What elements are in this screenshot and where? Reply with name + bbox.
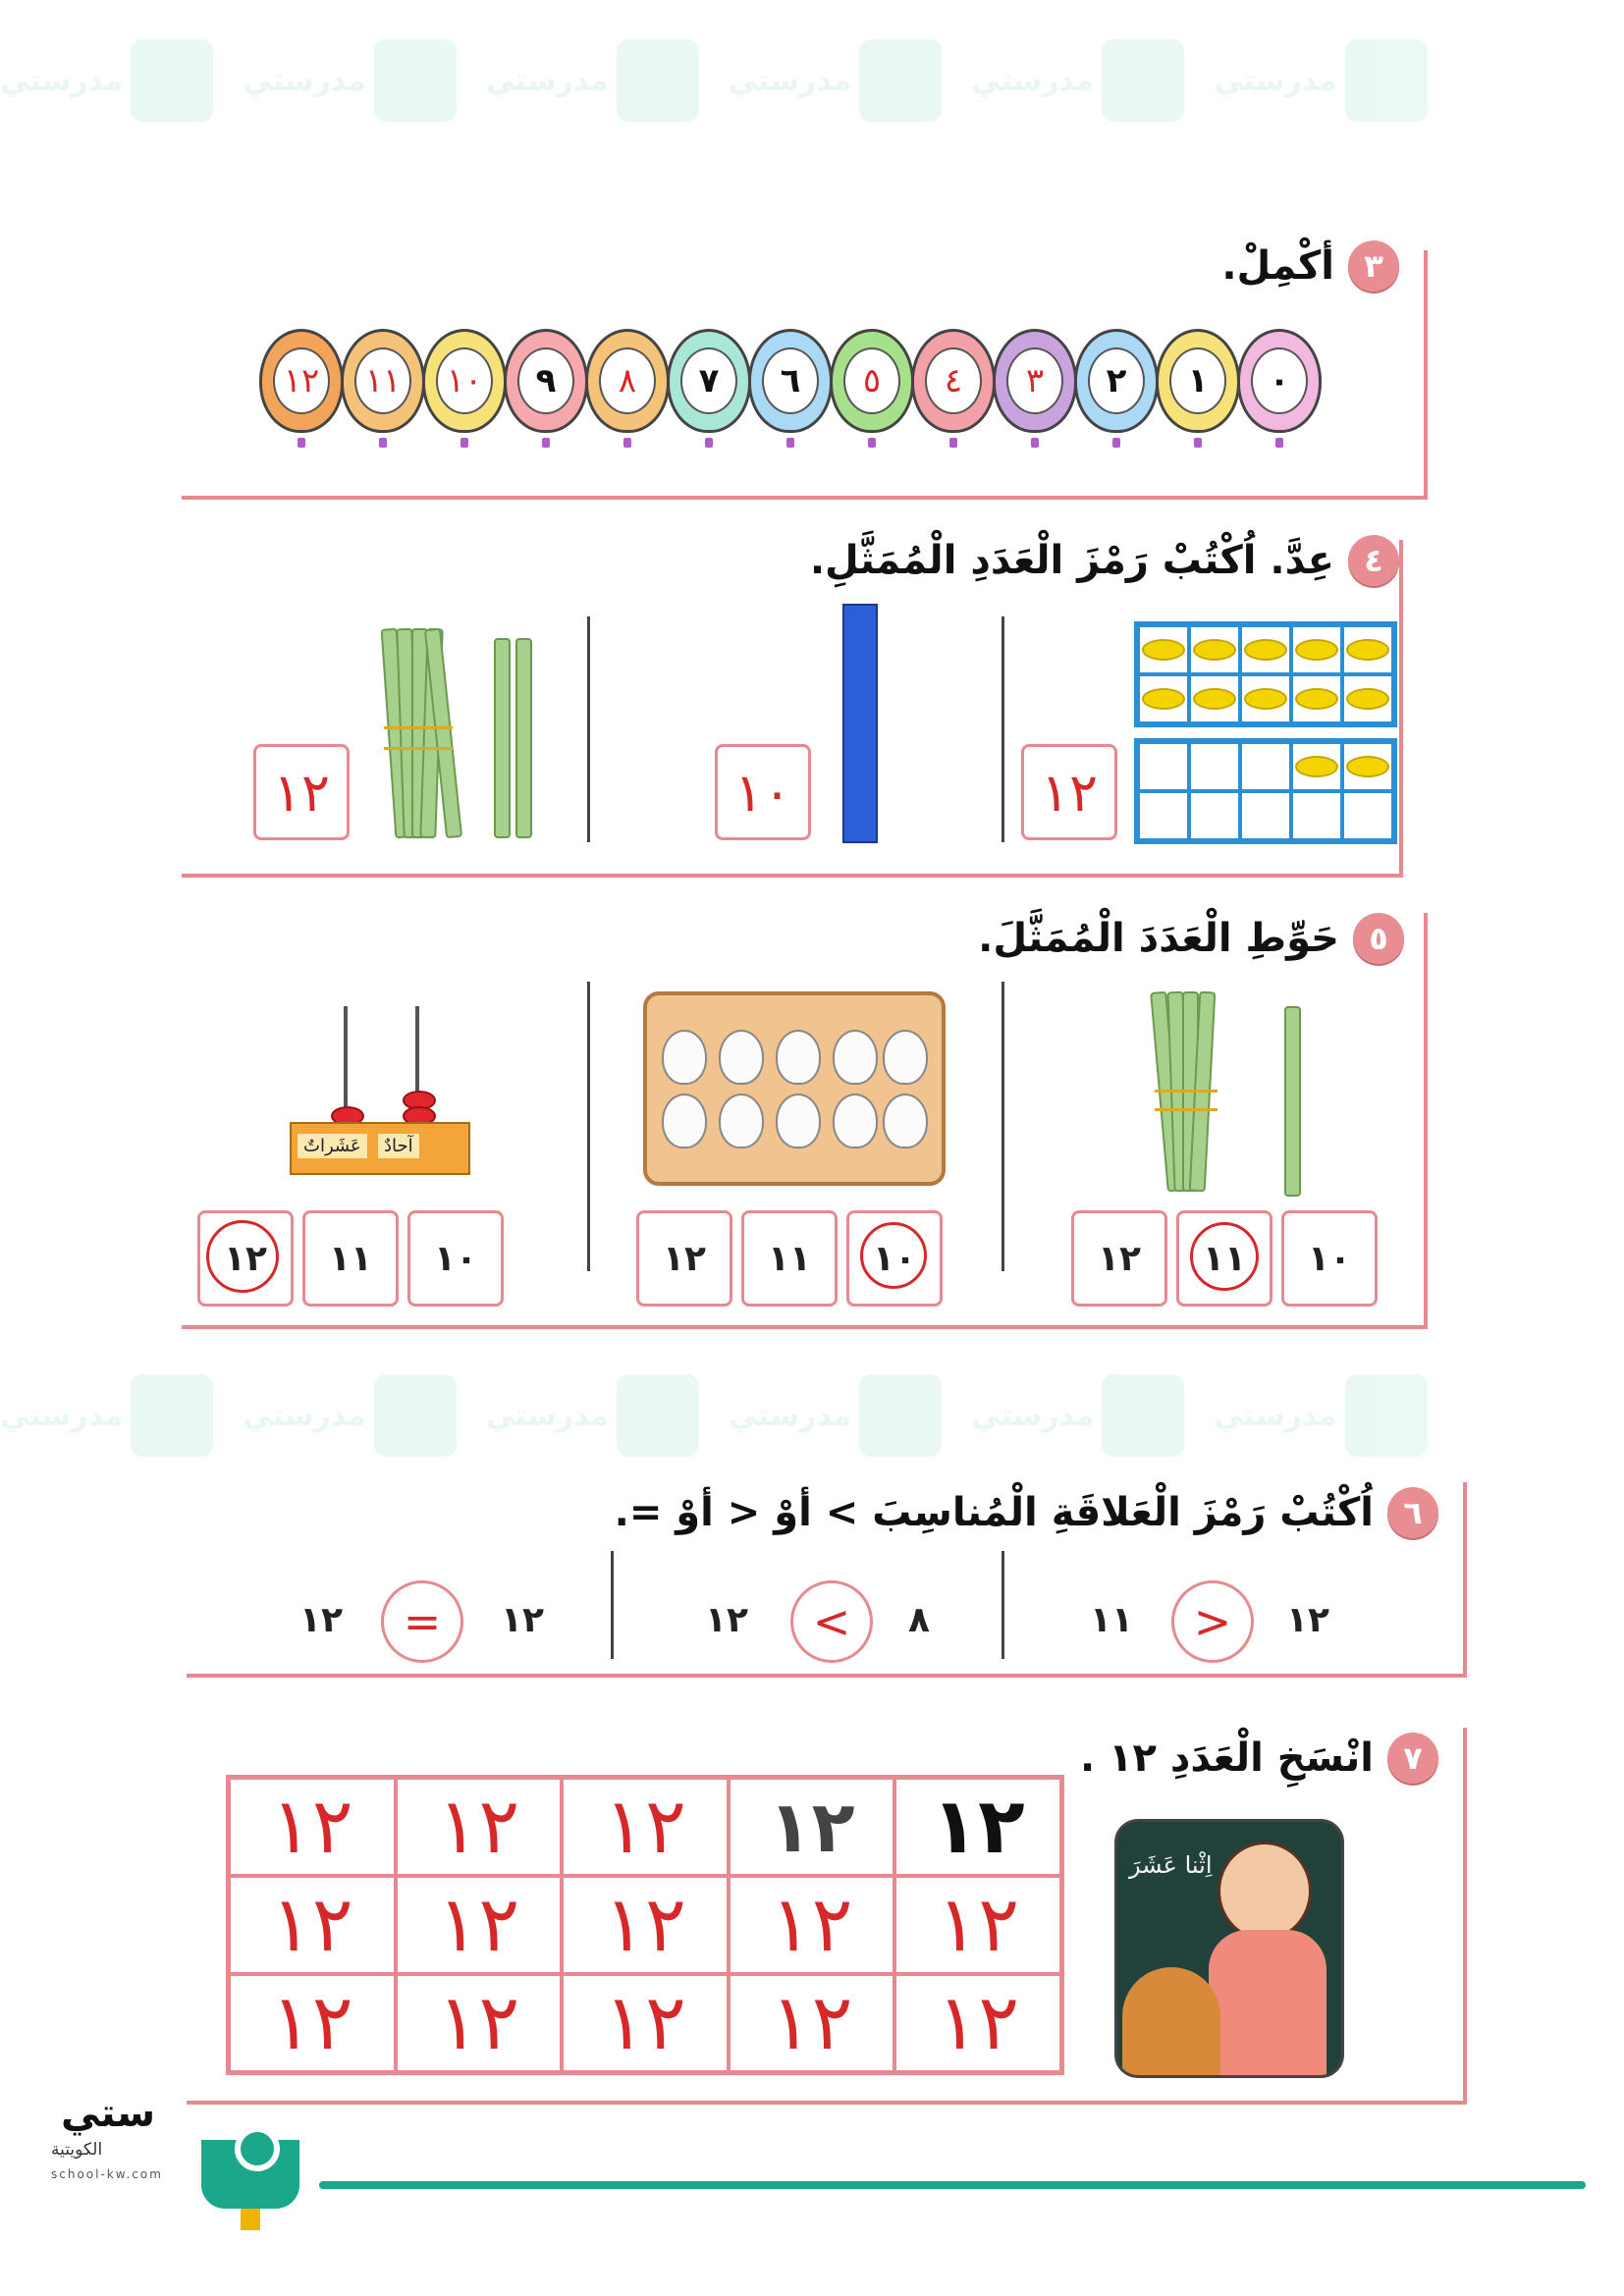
abacus-ones-label: آحادٌ	[378, 1134, 419, 1158]
compare-symbol-circle[interactable]: =	[381, 1580, 463, 1663]
copy-cell[interactable]: ١٢	[229, 1876, 396, 1974]
balloon	[422, 329, 507, 433]
copy-cell[interactable]: ١٢	[894, 1876, 1061, 1974]
copy-number-grid	[226, 1775, 1064, 2075]
answer-box-cubes[interactable]: ١٠	[715, 744, 811, 840]
compare-right: ١٢	[299, 1600, 343, 1640]
balloon-number: ٥	[843, 347, 900, 414]
balloon[interactable]	[504, 329, 588, 433]
watermark-row	[0, 1374, 1624, 1457]
watermark-tile: مدرستي	[0, 39, 213, 122]
copy-cell[interactable]: ١٢	[562, 1876, 729, 1974]
compare-left: ٨	[908, 1600, 930, 1640]
option-box[interactable]: ١١	[1176, 1210, 1272, 1307]
balloon-knot	[542, 438, 550, 448]
q3-header	[1221, 240, 1399, 292]
balloon	[1156, 329, 1240, 433]
q6-header	[615, 1487, 1438, 1538]
balloon-knot	[379, 438, 387, 448]
balloon-knot	[1112, 438, 1120, 448]
q7-instruction: انْسَخِ الْعَدَدِ ١٢ .	[1079, 1735, 1374, 1781]
q5-section	[182, 913, 1404, 972]
footer-logo	[51, 2091, 208, 2199]
copy-cell[interactable]: ١٢	[562, 1974, 729, 2072]
option-box[interactable]: ١١	[302, 1210, 399, 1307]
copy-cell[interactable]: ١٢	[894, 1974, 1061, 2072]
watermark-tile: مدرستي	[486, 39, 699, 122]
footer-rule	[319, 2181, 1586, 2189]
q6-instruction: اُكْتُبْ رَمْزَ الْعَلاقَةِ الْمُناسِبَ > أوْ < أوْ =.	[614, 1490, 1374, 1535]
balloon-number: ٨	[599, 347, 656, 414]
brand-name: ستي	[61, 2091, 156, 2136]
question-number-badge: ٦	[1387, 1487, 1438, 1538]
option-box[interactable]: ١٢	[636, 1210, 732, 1307]
balloon[interactable]	[1237, 329, 1322, 433]
watermark-tile: مدرستي	[486, 1374, 699, 1457]
question-number-badge: ٣	[1348, 240, 1399, 292]
q4-header	[810, 535, 1399, 586]
balloon-number: ٢	[1088, 347, 1145, 414]
balloon-number: ٤	[925, 347, 982, 414]
compare-left: ١٢	[1286, 1600, 1329, 1640]
balloon-knot	[868, 438, 876, 448]
q6-section	[187, 1487, 1438, 1546]
copy-cell[interactable]: ١٢	[396, 1974, 563, 2072]
girl-body	[1209, 1930, 1326, 2077]
balloon-knot	[1031, 438, 1039, 448]
answer-box-sticks[interactable]: ١٢	[253, 744, 350, 840]
balloon-number: ١	[1169, 347, 1226, 414]
balloon-knot	[949, 438, 957, 448]
teacher-chalkboard-picture	[1114, 1819, 1344, 2078]
question-number-badge: ٥	[1353, 913, 1404, 964]
balloon-number: ٣	[1006, 347, 1063, 414]
balloon-knot	[705, 438, 713, 448]
balloon-number: ١١	[354, 347, 411, 414]
question-number-badge: ٤	[1348, 535, 1399, 586]
option-box[interactable]: ١١	[741, 1210, 838, 1307]
egg-carton	[643, 991, 946, 1186]
linking-cubes-ten	[842, 604, 878, 843]
divider	[1001, 1551, 1004, 1659]
copy-cell[interactable]: ١٢	[729, 1974, 895, 2072]
abacus-tens-label: عَشَراتٌ	[298, 1134, 367, 1158]
balloon[interactable]	[1074, 329, 1159, 433]
compare-right: ١٢	[705, 1600, 748, 1640]
balloon-knot	[1275, 438, 1283, 448]
copy-cell[interactable]: ١٢	[396, 1876, 563, 1974]
option-box[interactable]: ١٢	[1071, 1210, 1167, 1307]
balloon-knot	[623, 438, 631, 448]
copy-cell[interactable]: ١٢	[562, 1778, 729, 1876]
watermark-tile: مدرستي	[1214, 39, 1427, 122]
balloon-knot	[1194, 438, 1202, 448]
balloon-number: ١٠	[436, 347, 493, 414]
watermark-tile: مدرستي	[0, 1374, 213, 1457]
q5-header	[978, 913, 1404, 964]
copy-cell[interactable]: ١٢	[229, 1974, 396, 2072]
compare-left: ١٢	[501, 1600, 544, 1640]
option-box[interactable]: ١٠	[407, 1210, 504, 1307]
logo-badge-icon	[201, 2140, 299, 2209]
watermark-tile: مدرستي	[1214, 1374, 1427, 1457]
balloon	[993, 329, 1077, 433]
balloon-knot	[298, 438, 305, 448]
q4-instruction: عِدَّ. اُكْتُبْ رَمْزَ الْعَدَدِ الْمُمَثَّلِ.	[809, 538, 1334, 583]
copy-cell[interactable]: ١٢	[396, 1778, 563, 1876]
balloon	[585, 329, 670, 433]
question-number-badge: ٧	[1387, 1733, 1438, 1784]
watermark-tile: مدرستي	[243, 39, 456, 122]
copy-cell[interactable]: ١٢	[729, 1876, 895, 1974]
balloon-number: ٦	[762, 347, 819, 414]
balloon	[830, 329, 914, 433]
divider	[1001, 982, 1004, 1271]
balloon[interactable]	[667, 329, 751, 433]
bundle-of-ten-sticks	[378, 628, 535, 844]
balloon-number: ١٢	[273, 347, 330, 414]
watermark-tile: مدرستي	[729, 1374, 942, 1457]
balloon-number: ٩	[517, 347, 574, 414]
dotted-trace-cell: ١٢	[729, 1778, 895, 1876]
watermark-tile: مدرستي	[243, 1374, 456, 1457]
balloon-knot	[460, 438, 468, 448]
divider	[1001, 616, 1004, 842]
bundle-and-one-stick	[1149, 991, 1306, 1198]
watermark-tile: مدرستي	[971, 39, 1184, 122]
ten-frame-partial	[1134, 738, 1397, 844]
balloon	[259, 329, 344, 433]
compare-right: ١١	[1090, 1600, 1133, 1640]
answer-circle	[1190, 1222, 1259, 1291]
chalkboard-text: اِثْنا عَشَرَ	[1129, 1851, 1213, 1879]
compare-symbol-circle[interactable]: <	[790, 1580, 873, 1663]
answer-circle	[206, 1220, 279, 1293]
balloon[interactable]	[748, 329, 833, 433]
divider	[587, 982, 590, 1271]
q5-instruction: حَوِّطِ الْعَدَدَ الْمُمَثَّلَ.	[978, 916, 1339, 961]
balloon-number: ٧	[680, 347, 737, 414]
model-number-cell: ١٢	[894, 1778, 1061, 1876]
balloon-knot	[786, 438, 794, 448]
balloon-sequence	[221, 329, 1321, 456]
q3-instruction: أكْمِلْ.	[1221, 243, 1334, 289]
answer-circle	[860, 1222, 927, 1289]
q7-header	[1080, 1733, 1438, 1784]
option-box[interactable]: ١٠	[1281, 1210, 1378, 1307]
brand-site: school-kw.com	[51, 2167, 163, 2181]
brand-country: الكويتية	[51, 2140, 103, 2160]
divider	[587, 616, 590, 842]
ten-frame-full	[1134, 621, 1397, 727]
copy-cell[interactable]: ١٢	[229, 1778, 396, 1876]
option-box[interactable]: ١٠	[846, 1210, 943, 1307]
boy-figure	[1122, 1967, 1220, 2075]
divider	[611, 1551, 614, 1659]
watermark-tile: مدرستي	[729, 39, 942, 122]
compare-symbol-circle[interactable]: >	[1171, 1580, 1254, 1663]
balloon	[911, 329, 996, 433]
balloon-number: ٠	[1251, 347, 1308, 414]
option-box[interactable]: ١٢	[197, 1210, 294, 1307]
girl-face	[1218, 1842, 1312, 1941]
q4-section	[182, 535, 1399, 594]
watermark-tile: مدرستي	[971, 1374, 1184, 1457]
answer-box-tenframe[interactable]: ١٢	[1021, 744, 1117, 840]
abacus	[290, 1006, 476, 1173]
balloon	[341, 329, 425, 433]
watermark-row	[0, 39, 1624, 122]
